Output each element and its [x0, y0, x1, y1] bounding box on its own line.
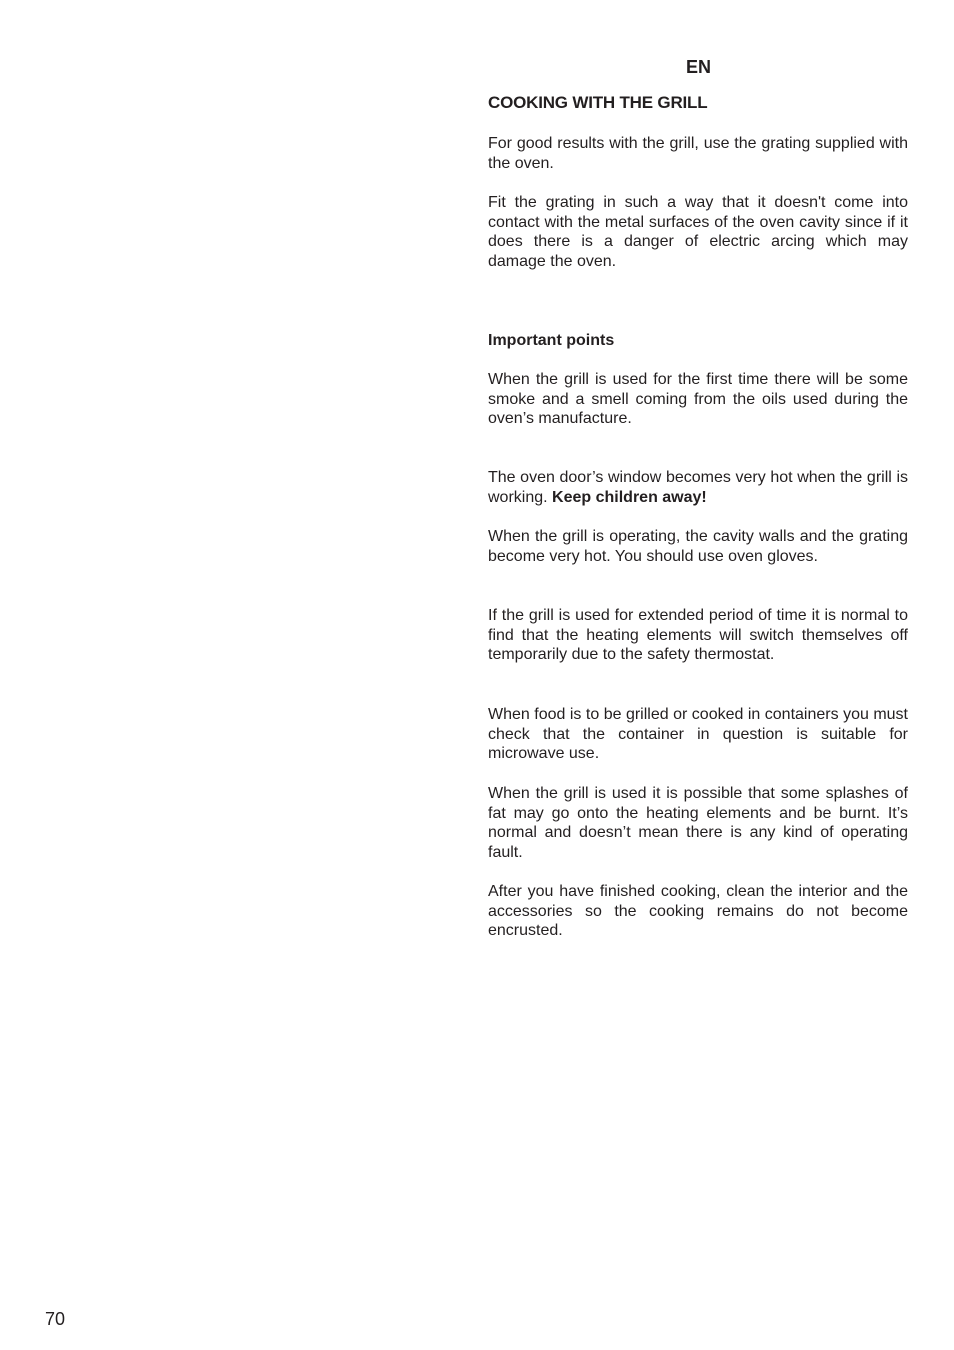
important-paragraph-3: When the grill is operating, the cavity walls and the grating become very hot. You should use oven gloves.: [488, 528, 908, 565]
important-paragraph-1: When the grill is used for the first time there will be some smoke and a smell coming from the oils used during the oven’s manufacture.: [488, 371, 908, 428]
window-hot-text: The oven door’s window becomes very hot when the grill is working.: [488, 469, 908, 506]
page-number: 70: [45, 1309, 66, 1329]
important-points-heading: Important points: [488, 332, 615, 349]
important-paragraph-4: If the grill is used for extended period of time it is normal to find that the heating elements will switch themselves off temporarily due to the safety thermostat.: [488, 607, 908, 664]
important-paragraph-7: After you have finished cooking, clean the interior and the accessories so the cooking remains do not become encrusted.: [488, 883, 908, 940]
section-title: COOKING WITH THE GRILL: [488, 93, 708, 112]
language-code: EN: [686, 57, 712, 77]
intro-paragraph-2: Fit the grating in such a way that it doesn't come into contact with the metal surfaces of the oven cavity since if it does there is a danger of electric arcing which may damage the oven.: [488, 194, 908, 271]
important-paragraph-2: [488, 468, 908, 507]
intro-paragraph-1: For good results with the grill, use the grating supplied with the oven.: [488, 135, 908, 172]
keep-children-away-warning: Keep children away!: [552, 488, 707, 506]
important-paragraph-6: When the grill is used it is possible that some splashes of fat may go onto the heating elements and be burnt. It’s normal and doesn’t mean there is any kind of operating fault.: [488, 785, 908, 862]
important-paragraph-5: When food is to be grilled or cooked in containers you must check that the container in question is suitable for microwave use.: [488, 706, 908, 763]
